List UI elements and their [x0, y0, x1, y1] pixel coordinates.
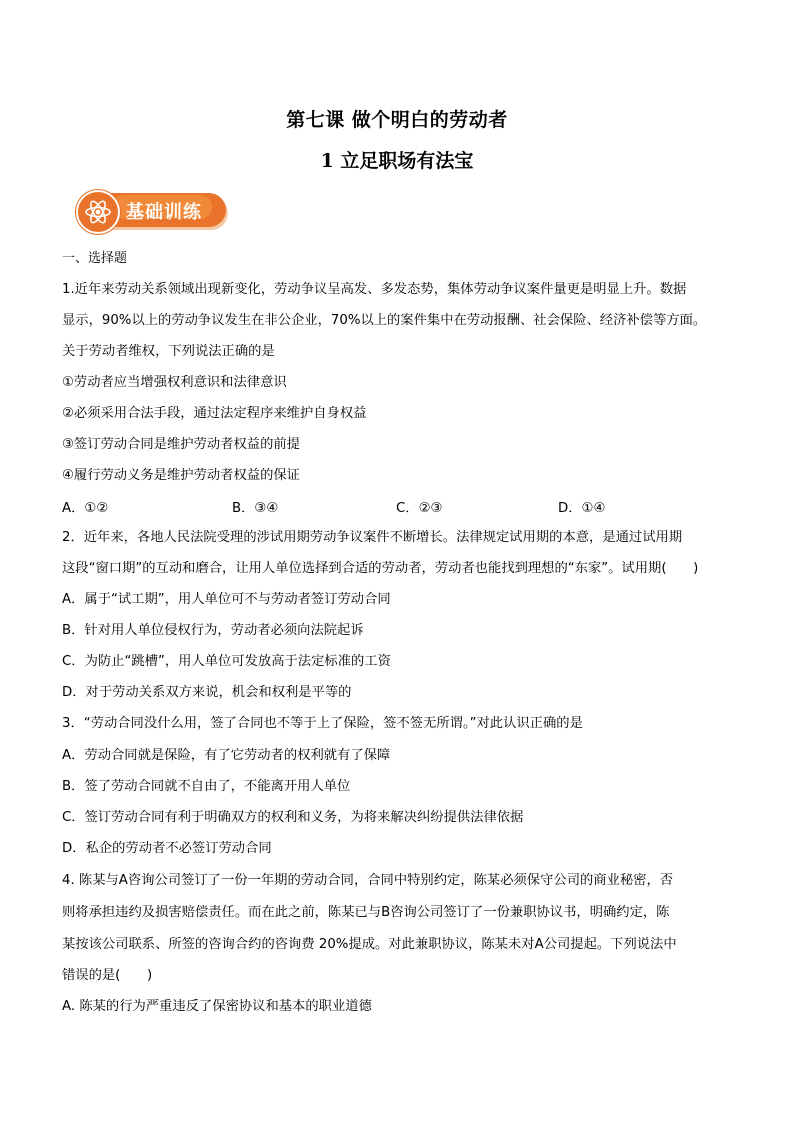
- q2-option-c: C．为防止“跳槽”，用人单位可发放高于法定标准的工资: [62, 654, 391, 669]
- q4-text-line: 错误的是( ): [62, 968, 153, 983]
- q3-option-c: C．签订劳动合同有利于明确双方的权利和义务，为将来解决纠纷提供法律依据: [62, 810, 524, 825]
- q1-option-a: A．①②: [62, 501, 109, 516]
- q4-text-line: 4. 陈某与A咨询公司签订了一份一年期的劳动合同，合同中特别约定，陈某必须保守公司的商业秘密，否: [62, 873, 674, 888]
- q1-statement: ①劳动者应当增强权利意识和法律意识: [62, 375, 287, 390]
- section-heading: 一、选择题: [62, 251, 128, 266]
- q2-option-a: A．属于“试工期”，用人单位可不与劳动者签订劳动合同: [62, 592, 391, 607]
- q3-text-line: 3．“劳动合同没什么用，签了合同也不等于上了保险，签不签无所谓。”对此认识正确的是: [62, 716, 583, 731]
- q1-text-line: 显示，90%以上的劳动争议发生在非公企业，70%以上的案件集中在劳动报酬、社会保险、经济补偿等方面。: [62, 313, 707, 328]
- q1-statement: ②必须采用合法手段，通过法定程序来维护自身权益: [62, 406, 367, 421]
- q1-text-line: 关于劳动者维权，下列说法正确的是: [62, 344, 275, 359]
- q2-option-b: B．针对用人单位侵权行为，劳动者必须向法院起诉: [62, 623, 364, 638]
- q2-text-line: 2．近年来，各地人民法院受理的涉试用期劳动争议案件不断增长。法律规定试用期的本意，是通过试用期: [62, 530, 683, 545]
- q3-option-d: D．私企的劳动者不必签订劳动合同: [62, 841, 272, 856]
- q1-options: [62, 497, 734, 517]
- q2-text-line: 这段“窗口期”的互动和磨合，让用人单位选择到合适的劳动者，劳动者也能找到理想的“东家”。试用期( ): [62, 561, 699, 576]
- q1-statement: ④履行劳动义务是维护劳动者权益的保证: [62, 468, 300, 483]
- atom-icon: [76, 190, 120, 234]
- q1-statement: ③签订劳动合同是维护劳动者权益的前提: [62, 437, 300, 452]
- q3-option-a: A．劳动合同就是保险，有了它劳动者的权利就有了保障: [62, 748, 391, 763]
- q4-text-line: 某按该公司联系、所签的咨询合约的咨询费 20%提成。对此兼职协议，陈某未对A公司提起。下列说法中: [62, 937, 677, 952]
- lesson-subtitle: 1 立足职场有法宝: [320, 150, 474, 172]
- q4-option-a: A. 陈某的行为严重违反了保密协议和基本的职业道德: [62, 999, 372, 1014]
- q1-option-c: C．②③: [396, 501, 443, 516]
- badge-label: 基础训练: [126, 202, 202, 223]
- q1-option-d: D．①④: [558, 501, 606, 516]
- q1-text-line: 1.近年来劳动关系领域出现新变化，劳动争议呈高发、多发态势，集体劳动争议案件量更是明显上升。数据: [62, 282, 687, 297]
- q3-option-b: B．签了劳动合同就不自由了，不能离开用人单位: [62, 779, 351, 794]
- basic-training-badge: [76, 190, 226, 230]
- q2-option-d: D．对于劳动关系双方来说，机会和权利是平等的: [62, 685, 352, 700]
- q4-text-line: 则将承担违约及损害赔偿责任。而在此之前，陈某已与B咨询公司签订了一份兼职协议书，明确约定，陈: [62, 905, 670, 920]
- q1-option-b: B．③④: [232, 501, 279, 516]
- lesson-title: 第七课 做个明白的劳动者: [286, 109, 508, 131]
